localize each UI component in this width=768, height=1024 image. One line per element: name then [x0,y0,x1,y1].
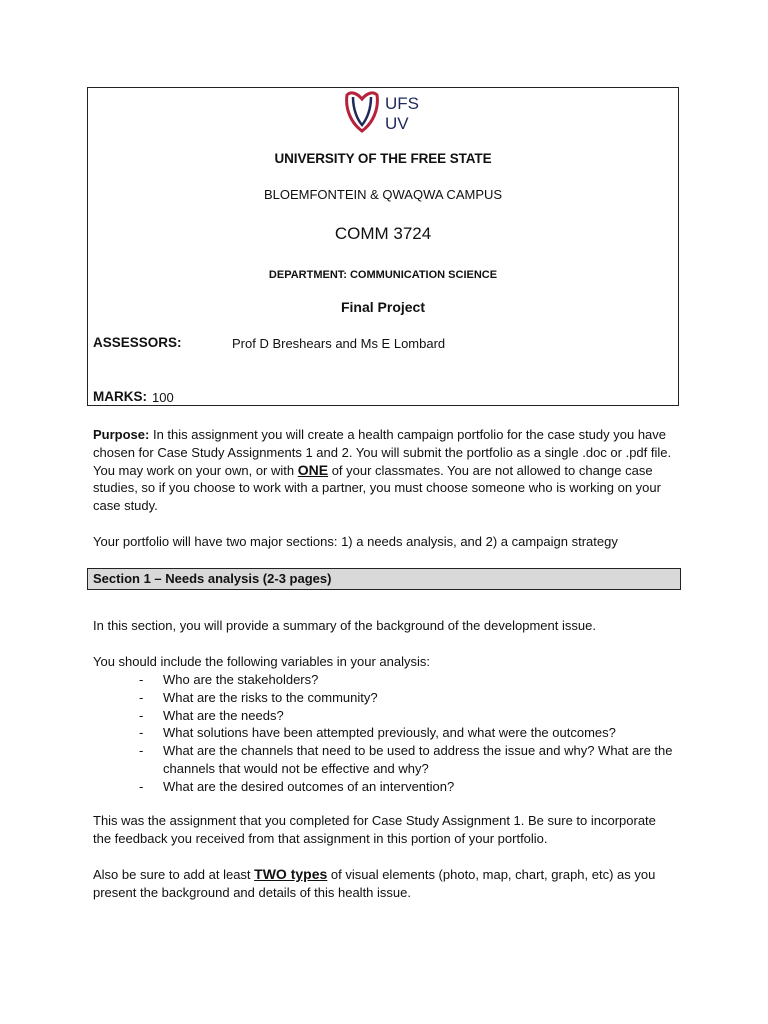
section1-intro: In this section, you will provide a summary of the background of the development issue. [93,618,596,633]
bullet-dash: - [139,707,144,723]
analysis-variables-list [93,671,683,796]
marks-value: 100 [152,390,174,405]
visuals-emphasis: TWO types [254,866,328,882]
purpose-paragraph [93,426,673,515]
visuals-text-1: Also be sure to add at least [93,867,255,882]
visuals-text-2: of visual elements (photo, map, chart, graph, etc) as you present the background and details of this health issue. [93,867,656,900]
purpose-label: Purpose: [93,427,150,442]
university-name: UNIVERSITY OF THE FREE STATE [274,151,492,166]
bullet-dash: - [139,743,144,759]
assessors-value: Prof D Breshears and Ms E Lombard [232,336,446,351]
purpose-text-2: of your classmates. You are not allowed to change case studies, so if you choose to work with a partner, you must choose someone who is working on your case study. [93,462,661,514]
campus-name: BLOEMFONTEIN & QWAQWA CAMPUS [263,187,503,202]
ufs-shield-icon [347,93,378,131]
section1-visuals-note [93,866,673,902]
logo-text-uv: UV [385,114,409,133]
list-item [93,724,683,742]
list-item [93,689,683,707]
portfolio-sections-text: Your portfolio will have two major sections: 1) a needs analysis, and 2) a campaign strategy [93,534,618,549]
list-item-text: What solutions have been attempted previously, and what were the outcomes? [163,725,616,741]
list-item [93,707,683,725]
bullet-dash: - [139,689,144,705]
list-item [93,742,683,778]
ufs-logo [343,89,433,135]
marks-label: MARKS: [93,389,147,404]
section1-include-intro: You should include the following variables in your analysis: [93,654,431,669]
list-item [93,778,683,796]
list-item-text: What are the needs? [163,707,284,723]
purpose-text-1: In this assignment you will create a health campaign portfolio for the case study you have chosen for Case Study Assignments 1 and 2. You will submit the portfolio as a single .doc or .pdf file. You may work on your own, or with [93,427,672,478]
section1-completed-note: This was the assignment that you completed for Case Study Assignment 1. Be sure to incorporate the feedback you received from that assignment in this portion of your portfolio. [93,813,656,846]
assessors-label: ASSESSORS: [93,335,182,350]
project-title: Final Project [340,299,426,315]
course-code: COMM 3724 [334,224,432,243]
list-item-text: Who are the stakeholders? [163,672,319,687]
list-item-text: What are the risks to the community? [163,689,378,705]
list-item [93,671,683,689]
purpose-emphasis: ONE [297,461,329,478]
bullet-dash: - [139,672,144,687]
department-name: DEPARTMENT: COMMUNICATION SCIENCE [268,269,498,281]
bullet-dash: - [139,725,144,741]
section1-heading: Section 1 – Needs analysis (2-3 pages) [87,568,681,590]
bullet-dash: - [139,778,144,794]
logo-text-ufs: UFS [385,94,419,113]
list-item-text: What are the desired outcomes of an intervention? [163,778,455,794]
list-item-text: What are the channels that need to be used to address the issue and why? What are the channels that would not be effective and why? [163,743,673,776]
